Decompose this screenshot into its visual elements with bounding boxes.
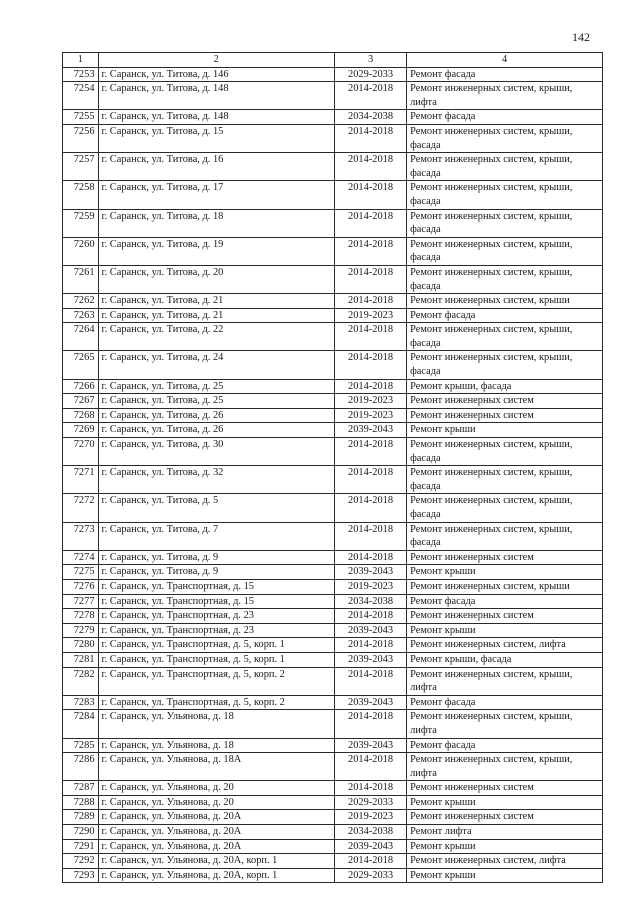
row-number-cell: 7260 <box>63 237 99 265</box>
table-row <box>63 579 603 594</box>
period-cell: 2014-2018 <box>335 522 407 550</box>
period-cell: 2014-2018 <box>335 351 407 379</box>
row-number-cell: 7275 <box>63 565 99 580</box>
work-type-cell: Ремонт инженерных систем, крыши, фасада <box>407 522 603 550</box>
row-number-cell: 7285 <box>63 738 99 753</box>
address-cell: г. Саранск, ул. Титова, д. 15 <box>98 124 335 152</box>
table-row <box>63 738 603 753</box>
row-number-cell: 7280 <box>63 638 99 653</box>
work-type-cell: Ремонт инженерных систем <box>407 810 603 825</box>
period-cell: 2014-2018 <box>335 153 407 181</box>
work-type-cell: Ремонт инженерных систем, крыши, лифта <box>407 667 603 695</box>
work-type-cell: Ремонт фасада <box>407 695 603 710</box>
table-row <box>63 839 603 854</box>
table-row <box>63 494 603 522</box>
period-cell: 2014-2018 <box>335 550 407 565</box>
table-row <box>63 522 603 550</box>
work-type-cell: Ремонт инженерных систем, крыши, фасада <box>407 237 603 265</box>
table-row <box>63 82 603 110</box>
period-cell: 2029-2033 <box>335 67 407 82</box>
row-number-cell: 7267 <box>63 394 99 409</box>
work-type-cell: Ремонт фасада <box>407 110 603 125</box>
period-cell: 2034-2038 <box>335 825 407 840</box>
address-cell: г. Саранск, ул. Титова, д. 9 <box>98 565 335 580</box>
table-row <box>63 67 603 82</box>
period-cell: 2019-2023 <box>335 579 407 594</box>
period-cell: 2039-2043 <box>335 623 407 638</box>
work-type-cell: Ремонт фасада <box>407 594 603 609</box>
row-number-cell: 7274 <box>63 550 99 565</box>
period-cell: 2019-2023 <box>335 810 407 825</box>
row-number-cell: 7276 <box>63 579 99 594</box>
address-cell: г. Саранск, ул. Транспортная, д. 23 <box>98 623 335 638</box>
table-header-row <box>63 53 603 68</box>
address-cell: г. Саранск, ул. Титова, д. 146 <box>98 67 335 82</box>
work-type-cell: Ремонт инженерных систем <box>407 408 603 423</box>
work-type-cell: Ремонт инженерных систем, крыши, лифта <box>407 82 603 110</box>
work-type-cell: Ремонт инженерных систем, крыши, лифта <box>407 710 603 738</box>
work-type-cell: Ремонт инженерных систем, крыши, фасада <box>407 438 603 466</box>
address-cell: г. Саранск, ул. Ульянова, д. 18 <box>98 738 335 753</box>
work-type-cell: Ремонт инженерных систем, крыши, фасада <box>407 351 603 379</box>
table-row <box>63 124 603 152</box>
address-cell: г. Саранск, ул. Титова, д. 21 <box>98 308 335 323</box>
table-row <box>63 594 603 609</box>
period-cell: 2014-2018 <box>335 609 407 624</box>
row-number-cell: 7287 <box>63 781 99 796</box>
address-cell: г. Саранск, ул. Титова, д. 148 <box>98 82 335 110</box>
address-cell: г. Саранск, ул. Титова, д. 22 <box>98 323 335 351</box>
address-cell: г. Саранск, ул. Титова, д. 5 <box>98 494 335 522</box>
address-cell: г. Саранск, ул. Транспортная, д. 15 <box>98 579 335 594</box>
table-row <box>63 237 603 265</box>
column-header-3: 3 <box>335 53 407 68</box>
work-type-cell: Ремонт крыши <box>407 839 603 854</box>
period-cell: 2014-2018 <box>335 209 407 237</box>
row-number-cell: 7279 <box>63 623 99 638</box>
address-cell: г. Саранск, ул. Титова, д. 20 <box>98 265 335 293</box>
address-cell: г. Саранск, ул. Транспортная, д. 5, корп. 1 <box>98 652 335 667</box>
row-number-cell: 7282 <box>63 667 99 695</box>
column-header-4: 4 <box>407 53 603 68</box>
period-cell: 2014-2018 <box>335 781 407 796</box>
row-number-cell: 7253 <box>63 67 99 82</box>
period-cell: 2014-2018 <box>335 753 407 781</box>
period-cell: 2014-2018 <box>335 710 407 738</box>
address-cell: г. Саранск, ул. Транспортная, д. 15 <box>98 594 335 609</box>
table-row <box>63 294 603 309</box>
address-cell: г. Саранск, ул. Транспортная, д. 5, корп. 2 <box>98 695 335 710</box>
table-row <box>63 265 603 293</box>
row-number-cell: 7269 <box>63 423 99 438</box>
row-number-cell: 7254 <box>63 82 99 110</box>
address-cell: г. Саранск, ул. Транспортная, д. 5, корп. 1 <box>98 638 335 653</box>
period-cell: 2029-2033 <box>335 795 407 810</box>
row-number-cell: 7266 <box>63 379 99 394</box>
period-cell: 2039-2043 <box>335 839 407 854</box>
row-number-cell: 7255 <box>63 110 99 125</box>
work-type-cell: Ремонт инженерных систем, крыши, фасада <box>407 153 603 181</box>
work-type-cell: Ремонт инженерных систем, крыши <box>407 294 603 309</box>
address-cell: г. Саранск, ул. Ульянова, д. 20А, корп. 1 <box>98 868 335 883</box>
row-number-cell: 7292 <box>63 854 99 869</box>
address-cell: г. Саранск, ул. Титова, д. 18 <box>98 209 335 237</box>
table-row <box>63 781 603 796</box>
work-type-cell: Ремонт фасада <box>407 308 603 323</box>
table-row <box>63 609 603 624</box>
period-cell: 2039-2043 <box>335 565 407 580</box>
table-row <box>63 868 603 883</box>
table-row <box>63 379 603 394</box>
work-type-cell: Ремонт крыши <box>407 795 603 810</box>
period-cell: 2014-2018 <box>335 124 407 152</box>
period-cell: 2014-2018 <box>335 494 407 522</box>
period-cell: 2014-2018 <box>335 265 407 293</box>
table-row <box>63 308 603 323</box>
period-cell: 2014-2018 <box>335 379 407 394</box>
row-number-cell: 7256 <box>63 124 99 152</box>
column-header-1: 1 <box>63 53 99 68</box>
table-row <box>63 652 603 667</box>
table-row <box>63 110 603 125</box>
address-cell: г. Саранск, ул. Ульянова, д. 20А, корп. 1 <box>98 854 335 869</box>
address-cell: г. Саранск, ул. Титова, д. 32 <box>98 466 335 494</box>
row-number-cell: 7270 <box>63 438 99 466</box>
address-cell: г. Саранск, ул. Титова, д. 19 <box>98 237 335 265</box>
address-cell: г. Саранск, ул. Титова, д. 25 <box>98 394 335 409</box>
address-cell: г. Саранск, ул. Ульянова, д. 20А <box>98 839 335 854</box>
table-row <box>63 710 603 738</box>
table-row <box>63 153 603 181</box>
address-cell: г. Саранск, ул. Ульянова, д. 20 <box>98 795 335 810</box>
table-row <box>63 623 603 638</box>
row-number-cell: 7257 <box>63 153 99 181</box>
table-row <box>63 667 603 695</box>
row-number-cell: 7259 <box>63 209 99 237</box>
address-cell: г. Саранск, ул. Ульянова, д. 18А <box>98 753 335 781</box>
work-type-cell: Ремонт крыши <box>407 423 603 438</box>
row-number-cell: 7264 <box>63 323 99 351</box>
row-number-cell: 7283 <box>63 695 99 710</box>
table-row <box>63 565 603 580</box>
period-cell: 2014-2018 <box>335 181 407 209</box>
row-number-cell: 7277 <box>63 594 99 609</box>
address-cell: г. Саранск, ул. Транспортная, д. 5, корп. 2 <box>98 667 335 695</box>
work-type-cell: Ремонт инженерных систем <box>407 550 603 565</box>
row-number-cell: 7281 <box>63 652 99 667</box>
address-cell: г. Саранск, ул. Ульянова, д. 20А <box>98 810 335 825</box>
period-cell: 2014-2018 <box>335 438 407 466</box>
address-cell: г. Саранск, ул. Титова, д. 26 <box>98 423 335 438</box>
address-cell: г. Саранск, ул. Ульянова, д. 18 <box>98 710 335 738</box>
row-number-cell: 7284 <box>63 710 99 738</box>
table-row <box>63 438 603 466</box>
work-type-cell: Ремонт крыши, фасада <box>407 652 603 667</box>
row-number-cell: 7278 <box>63 609 99 624</box>
work-type-cell: Ремонт инженерных систем, крыши, фасада <box>407 494 603 522</box>
period-cell: 2014-2018 <box>335 237 407 265</box>
table-row <box>63 209 603 237</box>
table-row <box>63 323 603 351</box>
work-type-cell: Ремонт инженерных систем <box>407 394 603 409</box>
address-cell: г. Саранск, ул. Ульянова, д. 20 <box>98 781 335 796</box>
table-row <box>63 408 603 423</box>
table-row <box>63 423 603 438</box>
address-cell: г. Саранск, ул. Титова, д. 24 <box>98 351 335 379</box>
work-type-cell: Ремонт инженерных систем, крыши, фасада <box>407 181 603 209</box>
table-row <box>63 825 603 840</box>
address-cell: г. Саранск, ул. Титова, д. 148 <box>98 110 335 125</box>
table-row <box>63 550 603 565</box>
period-cell: 2014-2018 <box>335 323 407 351</box>
row-number-cell: 7268 <box>63 408 99 423</box>
table-row <box>63 181 603 209</box>
work-type-cell: Ремонт инженерных систем, крыши, лифта <box>407 753 603 781</box>
work-type-cell: Ремонт фасада <box>407 67 603 82</box>
table-row <box>63 810 603 825</box>
period-cell: 2039-2043 <box>335 738 407 753</box>
repair-schedule-table <box>62 52 603 883</box>
period-cell: 2029-2033 <box>335 868 407 883</box>
address-cell: г. Саранск, ул. Титова, д. 30 <box>98 438 335 466</box>
row-number-cell: 7288 <box>63 795 99 810</box>
period-cell: 2014-2018 <box>335 82 407 110</box>
work-type-cell: Ремонт инженерных систем, крыши, фасада <box>407 466 603 494</box>
row-number-cell: 7263 <box>63 308 99 323</box>
work-type-cell: Ремонт крыши <box>407 623 603 638</box>
period-cell: 2019-2023 <box>335 308 407 323</box>
address-cell: г. Саранск, ул. Титова, д. 16 <box>98 153 335 181</box>
work-type-cell: Ремонт инженерных систем, лифта <box>407 638 603 653</box>
table-row <box>63 351 603 379</box>
address-cell: г. Саранск, ул. Титова, д. 7 <box>98 522 335 550</box>
address-cell: г. Саранск, ул. Транспортная, д. 23 <box>98 609 335 624</box>
row-number-cell: 7265 <box>63 351 99 379</box>
work-type-cell: Ремонт инженерных систем, крыши, фасада <box>407 124 603 152</box>
row-number-cell: 7271 <box>63 466 99 494</box>
table-row <box>63 854 603 869</box>
page-number: 142 <box>572 30 590 44</box>
row-number-cell: 7289 <box>63 810 99 825</box>
work-type-cell: Ремонт инженерных систем, крыши, фасада <box>407 323 603 351</box>
period-cell: 2039-2043 <box>335 423 407 438</box>
period-cell: 2014-2018 <box>335 294 407 309</box>
work-type-cell: Ремонт крыши <box>407 565 603 580</box>
column-header-2: 2 <box>98 53 335 68</box>
row-number-cell: 7293 <box>63 868 99 883</box>
work-type-cell: Ремонт инженерных систем, крыши, фасада <box>407 265 603 293</box>
table-row <box>63 638 603 653</box>
row-number-cell: 7258 <box>63 181 99 209</box>
work-type-cell: Ремонт инженерных систем, лифта <box>407 854 603 869</box>
period-cell: 2014-2018 <box>335 466 407 494</box>
row-number-cell: 7273 <box>63 522 99 550</box>
period-cell: 2039-2043 <box>335 652 407 667</box>
period-cell: 2014-2018 <box>335 667 407 695</box>
period-cell: 2014-2018 <box>335 854 407 869</box>
address-cell: г. Саранск, ул. Титова, д. 17 <box>98 181 335 209</box>
table-row <box>63 753 603 781</box>
table-row <box>63 394 603 409</box>
period-cell: 2019-2023 <box>335 394 407 409</box>
row-number-cell: 7272 <box>63 494 99 522</box>
period-cell: 2034-2038 <box>335 594 407 609</box>
period-cell: 2039-2043 <box>335 695 407 710</box>
work-type-cell: Ремонт инженерных систем <box>407 609 603 624</box>
table-row <box>63 795 603 810</box>
work-type-cell: Ремонт инженерных систем <box>407 781 603 796</box>
period-cell: 2014-2018 <box>335 638 407 653</box>
table-row <box>63 466 603 494</box>
row-number-cell: 7262 <box>63 294 99 309</box>
address-cell: г. Саранск, ул. Титова, д. 25 <box>98 379 335 394</box>
table-row <box>63 695 603 710</box>
address-cell: г. Саранск, ул. Титова, д. 21 <box>98 294 335 309</box>
row-number-cell: 7261 <box>63 265 99 293</box>
work-type-cell: Ремонт фасада <box>407 738 603 753</box>
work-type-cell: Ремонт крыши, фасада <box>407 379 603 394</box>
work-type-cell: Ремонт крыши <box>407 868 603 883</box>
work-type-cell: Ремонт инженерных систем, крыши <box>407 579 603 594</box>
period-cell: 2034-2038 <box>335 110 407 125</box>
address-cell: г. Саранск, ул. Титова, д. 9 <box>98 550 335 565</box>
work-type-cell: Ремонт лифта <box>407 825 603 840</box>
row-number-cell: 7291 <box>63 839 99 854</box>
work-type-cell: Ремонт инженерных систем, крыши, фасада <box>407 209 603 237</box>
period-cell: 2019-2023 <box>335 408 407 423</box>
row-number-cell: 7290 <box>63 825 99 840</box>
table-body <box>63 67 603 883</box>
address-cell: г. Саранск, ул. Титова, д. 26 <box>98 408 335 423</box>
address-cell: г. Саранск, ул. Ульянова, д. 20А <box>98 825 335 840</box>
row-number-cell: 7286 <box>63 753 99 781</box>
